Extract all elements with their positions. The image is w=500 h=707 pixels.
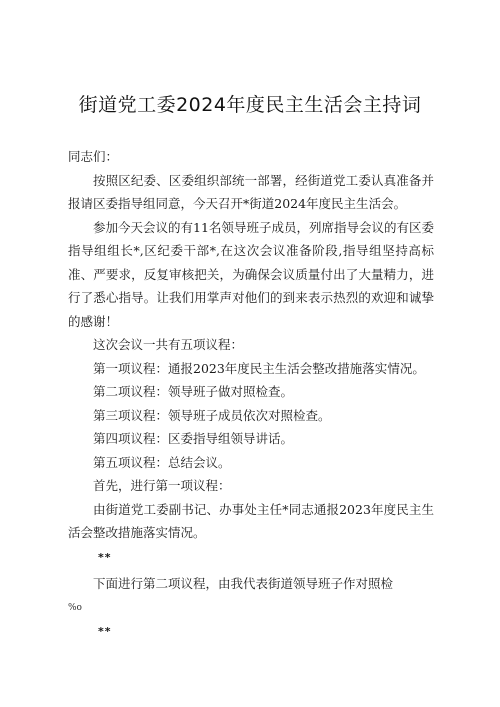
paragraph: 由街道党工委副书记、办事处主任*同志通报2023年度民主生活会整改措施落实情况。 [68,501,434,540]
agenda-item: 第四项议程：区委指导组领导讲话。 [93,431,294,446]
document-body [68,145,434,646]
paragraph: 参加今天会议的有11名领导班子成员，列席指导会议的有区委指导组组长*,区纪委干部*,在这次会议准备阶段,指导组坚持高标准、严要求，反复审核把关，为确保会议质量付出了大量精力，进行了悉心指导。让我们用掌声对他们的到来表示热烈的欢迎和诚挚的感谢！ [68,219,434,329]
footnote-mark: %o [68,603,82,613]
agenda-item: 第五项议程：总结会议。 [93,454,231,470]
separator-stars: ** [98,550,112,564]
greeting: 同志们： [68,149,119,164]
paragraph: 首先，进行第一项议程： [93,478,231,493]
agenda-item: 第一项议程：通报2023年度民主生活会整改措施落实情况。 [93,360,425,376]
separator-stars: ** [98,625,112,638]
paragraph: 这次会议一共有五项议程： [93,337,244,352]
paragraph: 下面进行第二项议程，由我代表街道领导班子作对照检 [93,575,394,591]
paragraph: 按照区纪委、区委组织部统一部署，经街道党工委认真准备并报请区委指导组同意，今天召开*街道2024年度民主生活会。 [68,172,434,211]
agenda-item: 第二项议程：领导班子做对照检查。 [93,384,294,399]
agenda-item: 第三项议程：领导班子成员依次对照检查。 [93,407,331,423]
document-title: 街道党工委2024年度民主生活会主持词 [78,94,422,116]
